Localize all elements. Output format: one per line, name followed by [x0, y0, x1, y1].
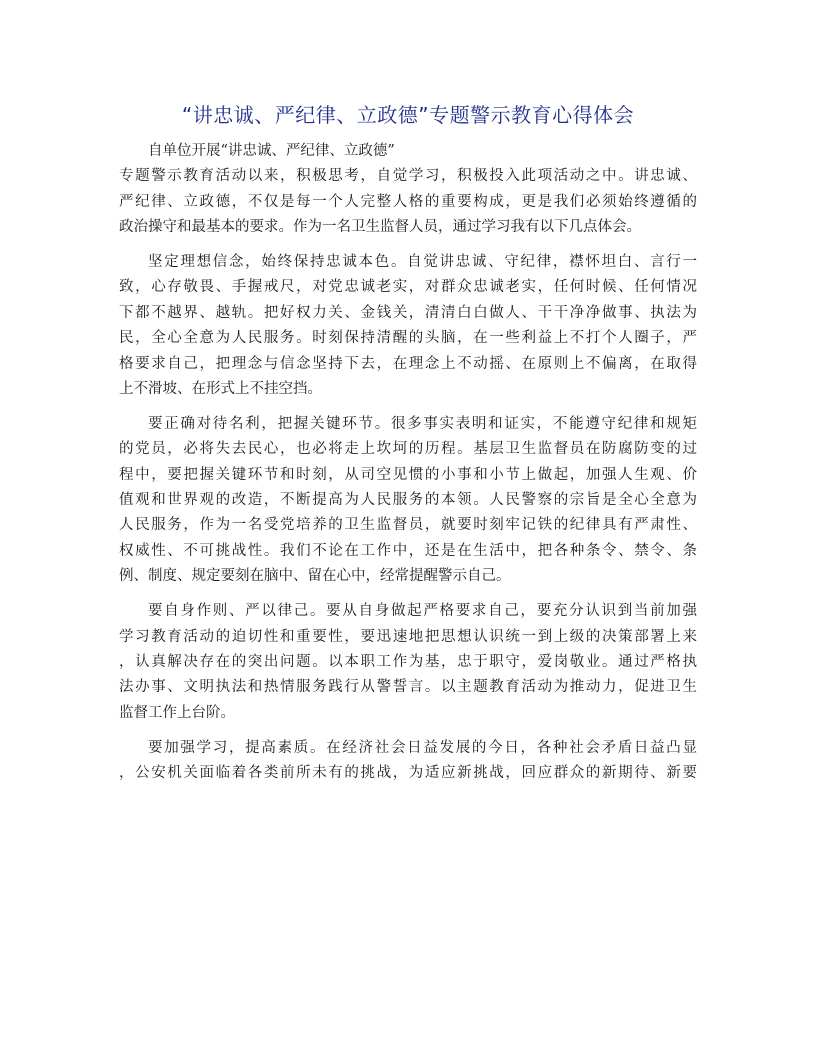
text-line: 要正确对待名利，把握关键环节。很多事实表明和证实，不能遵守纪律和规矩 [148, 415, 697, 432]
paragraph-2 [119, 250, 697, 402]
text-line: 致，心存敬畏、手握戒尺，对党忠诚老实，对群众忠诚老实，任何时候、任何情况 [119, 279, 697, 296]
text-line: 格要求自己，把理念与信念坚持下去，在理念上不动摇、在原则上不偏离，在取得 [119, 355, 697, 372]
text-line: 下都不越界、越轨。把好权力关、金钱关，清清白白做人、干干净净做事、执法为 [119, 304, 697, 321]
text-line: 的党员，必将失去民心，也必将走上坎坷的历程。基层卫生监督员在防腐防变的过 [119, 441, 697, 458]
document-body [119, 139, 697, 786]
text-line: 要自身作则、严以律己。要从自身做起严格要求自己，要充分认识到当前加强 [148, 603, 697, 620]
text-line: 值观和世界观的改造，不断提高为人民服务的本领。人民警察的宗旨是全心全意为 [119, 492, 697, 509]
text-line: 例、制度、规定要刻在脑中、留在心中，经常提醒警示自己。 [119, 568, 511, 585]
text-line: 程中，要把握关键环节和时刻，从司空见惯的小事和小节上做起，加强人生观、价 [119, 466, 697, 483]
paragraph-5 [119, 736, 697, 787]
text-line: 政治操守和最基本的要求。作为一名卫生监督人员，通过学习我有以下几点体会。 [119, 219, 641, 236]
text-line: 权威性、不可挑战性。我们不论在工作中，还是在生活中，把各种条令、禁令、条 [119, 542, 697, 559]
text-line: ，公安机关面临着各类前所未有的挑战，为适应新挑战，回应群众的新期待、新要 [119, 764, 697, 781]
text-line: 专题警示教育活动以来，积极思考，自觉学习，积极投入此项活动之中。讲忠诚、 [119, 168, 697, 185]
paragraph-4 [119, 599, 697, 726]
text-line: 人民服务，作为一名受党培养的卫生监督员，就要时刻牢记铁的纪律具有严肃性、 [119, 517, 697, 534]
paragraph-1 [119, 139, 697, 241]
text-line: 坚定理想信念，始终保持忠诚本色。自觉讲忠诚、守纪律，襟怀坦白、言行一 [148, 254, 697, 271]
text-line: 监督工作上台阶。 [119, 704, 235, 721]
text-line: 严纪律、立政德，不仅是每一个人完整人格的重要构成，更是我们必须始终遵循的 [119, 193, 697, 210]
text-line: ，认真解决存在的突出问题。以本职工作为基，忠于职守，爱岗敬业。通过严格执 [119, 653, 697, 670]
paragraph-3 [119, 412, 697, 590]
text-line: 要加强学习，提高素质。在经济社会日益发展的今日，各种社会矛盾日益凸显 [148, 739, 697, 756]
text-line: 学习教育活动的迫切性和重要性，要迅速地把思想认识统一到上级的决策部署上来 [119, 628, 697, 645]
text-line: 上不滑坡、在形式上不挂空挡。 [119, 381, 322, 398]
document-title: “讲忠诚、严纪律、立政德”专题警示教育心得体会 [181, 103, 635, 127]
text-line: 自单位开展“讲忠诚、严纪律、立政德” [148, 143, 395, 159]
text-line: 法办事、文明执法和热情服务践行从警誓言。以主题教育活动为推动力，促进卫生 [119, 679, 697, 696]
text-line: 民，全心全意为人民服务。时刻保持清醒的头脑，在一些利益上不打个人圈子，严 [119, 330, 697, 347]
